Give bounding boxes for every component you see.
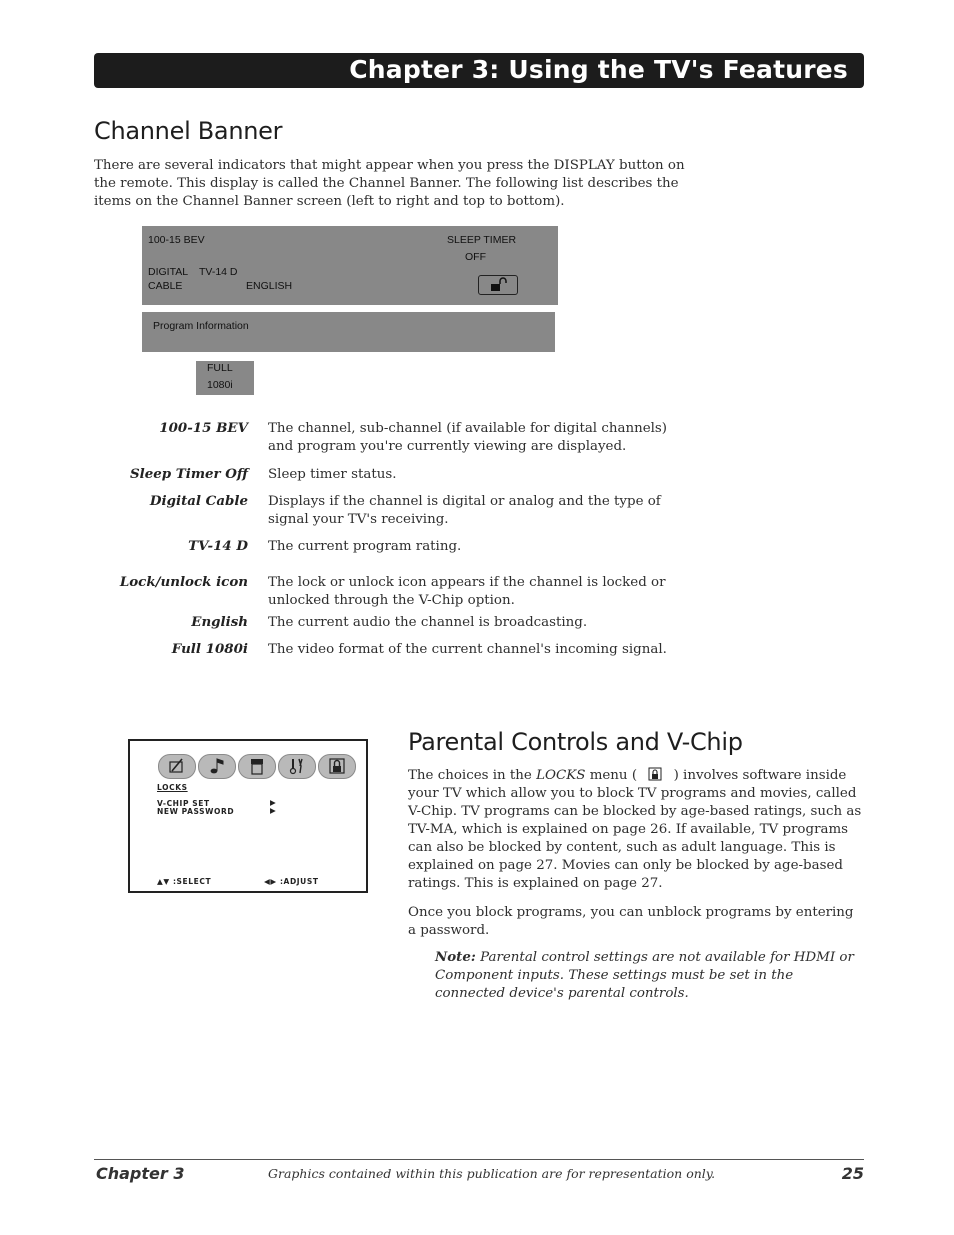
osd-signal-type: DIGITAL bbox=[148, 266, 189, 278]
parental-paragraph-2: Once you block programs, you can unblock programs by entering a password. bbox=[408, 905, 854, 938]
note-text: Parental control settings are not available for HDMI or Component inputs. These settings must be set in the connected device's parental controls. bbox=[435, 950, 854, 1001]
p1-menu: menu ( bbox=[589, 768, 638, 783]
osd-audio: ENGLISH bbox=[246, 280, 293, 292]
definition-desc: The current program rating. bbox=[268, 539, 462, 554]
definition-desc: The video format of the current channel's incoming signal. bbox=[268, 642, 667, 657]
definition-term: TV-14 D bbox=[188, 538, 248, 554]
definition-desc: Sleep timer status. bbox=[268, 467, 397, 482]
chapter-title: Chapter 3: Using the TV's Features bbox=[349, 55, 848, 84]
footer-rule bbox=[94, 1159, 864, 1160]
definition-term: Sleep Timer Off bbox=[129, 466, 248, 482]
chapter-header-bar bbox=[94, 53, 864, 88]
music-note-icon bbox=[198, 754, 236, 779]
definition-term: Lock/unlock icon bbox=[119, 574, 248, 590]
menu-item-arrow-icon: ▶ bbox=[270, 806, 277, 815]
p1-after: ) involves software inside your TV which allow you to block TV programs and movies, called V-Chip. TV programs can be blocked by age-based ratings, such as TV-MA, which is explained on page 26. If available, TV programs can also be blocked by content, such as adult language. This is explained on page 27. Movies can only be blocked by age-based ratings. This is explained on page 27. bbox=[408, 768, 862, 891]
menu-hint-adjust: ◀▶ :ADJUST bbox=[264, 877, 319, 886]
locks-menu-screen bbox=[128, 739, 368, 893]
program-information-panel bbox=[142, 312, 555, 352]
menu-item-vchip-set[interactable]: V-CHIP SET bbox=[157, 799, 210, 808]
osd-rating: TV-14 D bbox=[199, 266, 238, 278]
definition-term: Digital Cable bbox=[149, 493, 248, 509]
definition-desc: The lock or unlock icon appears if the channel is locked or unlocked through the V-Chip option. bbox=[268, 575, 666, 608]
osd-program-info: Program Information bbox=[153, 320, 249, 332]
channel-banner-heading: Channel Banner bbox=[94, 117, 283, 145]
unlock-icon bbox=[478, 275, 518, 295]
definition-desc: Displays if the channel is digital or analog and the type of signal your TV's receiving. bbox=[268, 494, 661, 527]
note-label: Note: bbox=[435, 949, 476, 965]
parental-controls-heading: Parental Controls and V-Chip bbox=[408, 728, 743, 756]
channel-banner-intro: There are several indicators that might appear when you press the DISPLAY button on the remote. This display is called the Channel Banner. The following list describes the items on the Channel Banner screen (left to right and top to bottom). bbox=[94, 158, 685, 209]
p1-locks: LOCKS bbox=[536, 768, 586, 783]
tools-icon bbox=[278, 754, 316, 779]
definition-term: 100-15 BEV bbox=[159, 420, 248, 436]
definition-desc: The current audio the channel is broadcasting. bbox=[268, 615, 588, 630]
definition-desc: The channel, sub-channel (if available for digital channels) and program you're currently viewing are displayed. bbox=[268, 421, 668, 454]
parental-note bbox=[435, 948, 860, 1003]
osd-source: CABLE bbox=[148, 280, 183, 292]
locks-inline-icon bbox=[641, 767, 669, 781]
osd-format-top: FULL bbox=[207, 362, 233, 374]
footer-chapter: Chapter 3 bbox=[96, 1164, 185, 1183]
menu-section-title: LOCKS bbox=[157, 783, 188, 792]
osd-sleep-timer-label: SLEEP TIMER bbox=[447, 234, 517, 246]
picture-icon bbox=[158, 754, 196, 779]
locks-icon bbox=[318, 754, 356, 779]
video-format-panel bbox=[196, 361, 254, 395]
setup-icon bbox=[238, 754, 276, 779]
menu-hint-select: ▲▼ :SELECT bbox=[157, 877, 212, 886]
footer-note: Graphics contained within this publication are for representation only. bbox=[268, 1166, 716, 1181]
menu-item-new-password[interactable]: NEW PASSWORD bbox=[157, 807, 235, 816]
menu-item-arrow-icon: ▶ bbox=[270, 798, 277, 807]
parental-paragraph-1 bbox=[408, 767, 864, 893]
definition-term: Full 1080i bbox=[171, 641, 248, 657]
osd-format-bottom: 1080i bbox=[207, 379, 233, 391]
page-number: 25 bbox=[841, 1164, 864, 1183]
definition-term: English bbox=[191, 614, 248, 630]
osd-sleep-timer-value: OFF bbox=[465, 251, 486, 263]
osd-channel: 100-15 BEV bbox=[148, 234, 205, 246]
p1-before: The choices in the bbox=[408, 768, 532, 783]
channel-banner-panel bbox=[142, 226, 558, 305]
